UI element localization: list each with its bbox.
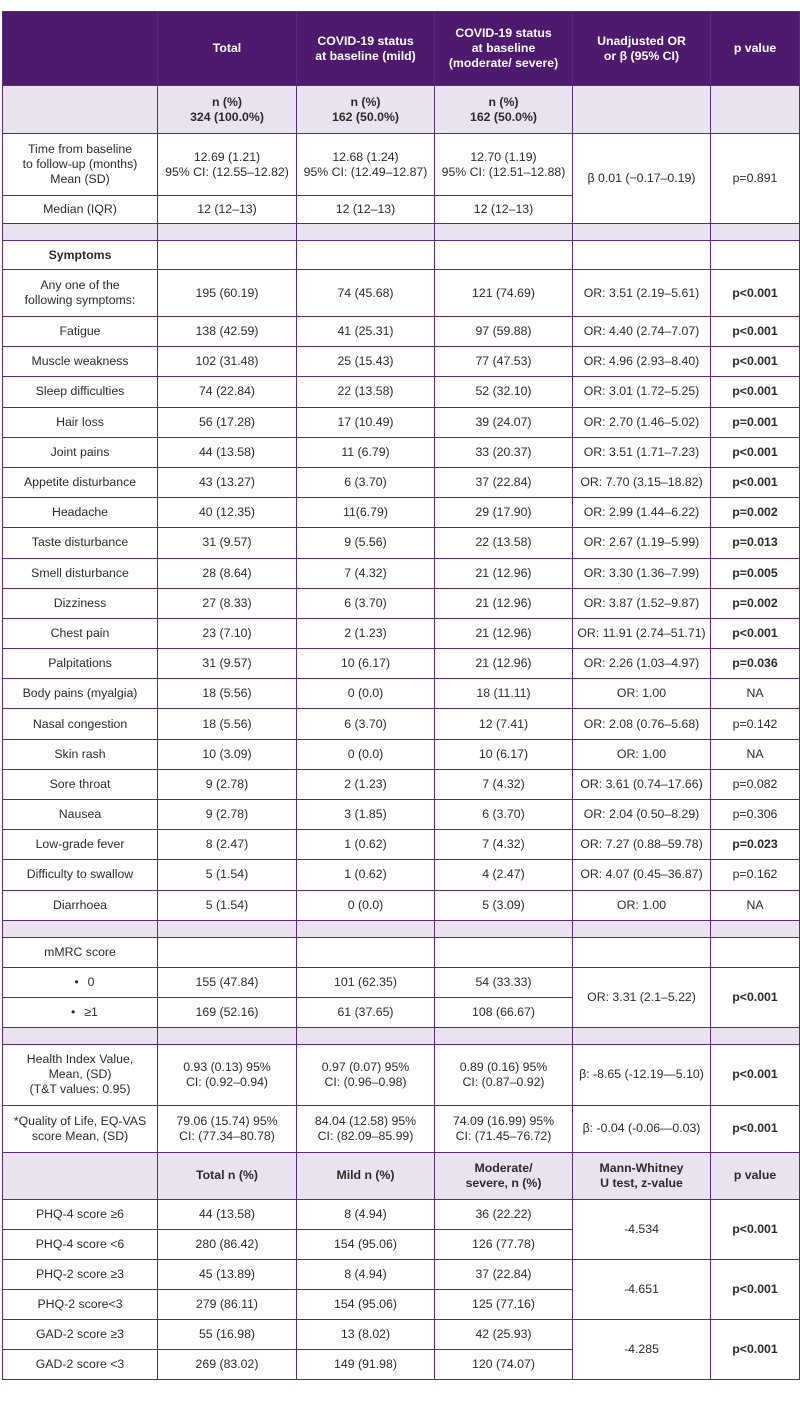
table-cell: 36 (22.22): [435, 1199, 573, 1229]
table-cell: 77 (47.53): [435, 347, 573, 377]
table-cell: 37 (22.84): [435, 1259, 573, 1289]
p-value-cell: p<0.001: [711, 1105, 800, 1152]
table-cell: 280 (86.42): [158, 1229, 297, 1259]
table-cell: 54 (33.33): [435, 967, 573, 997]
mmrc-label-cell: [3, 997, 158, 1027]
spacer-cell: [435, 920, 573, 937]
table-cell: 120 (74.07): [435, 1349, 573, 1379]
symptom-row: [3, 649, 800, 679]
symptom-row: [3, 347, 800, 377]
column-header: COVID-19 status at baseline (moderate/ severe): [435, 12, 573, 86]
table-cell: OR: 2.67 (1.19–5.99): [573, 528, 711, 558]
table-cell: 44 (13.58): [158, 1199, 297, 1229]
table-cell: OR: 3.30 (1.36–7.99): [573, 558, 711, 588]
table-cell: 45 (13.89): [158, 1259, 297, 1289]
spacer-cell: [158, 920, 297, 937]
table-cell: [573, 937, 711, 967]
table-cell: 6 (3.70): [435, 800, 573, 830]
table-cell: 149 (91.98): [297, 1349, 435, 1379]
p-value-cell: p<0.001: [711, 1319, 800, 1379]
p-value-cell: p<0.001: [711, 270, 800, 317]
table-cell: 10 (6.17): [297, 649, 435, 679]
table-cell: OR: 1.00: [573, 890, 711, 920]
score-row: [3, 1319, 800, 1349]
table-cell: 56 (17.28): [158, 407, 297, 437]
table-cell: 6 (3.70): [297, 709, 435, 739]
table-cell: Body pains (myalgia): [3, 679, 158, 709]
p-value-cell: p=0.162: [711, 860, 800, 890]
symptom-row: [3, 558, 800, 588]
table-cell: 12 (12–13): [297, 196, 435, 224]
table-cell: Low-grade fever: [3, 830, 158, 860]
p-value-cell: NA: [711, 739, 800, 769]
p-value-cell: p=0.002: [711, 588, 800, 618]
table-cell: 55 (16.98): [158, 1319, 297, 1349]
column-header: COVID-19 status at baseline (mild): [297, 12, 435, 86]
table-cell: 25 (15.43): [297, 347, 435, 377]
symptom-row: [3, 377, 800, 407]
spacer-row: [3, 1027, 800, 1044]
column-header: [3, 12, 158, 86]
table-cell: [297, 937, 435, 967]
p-value-cell: p=0.142: [711, 709, 800, 739]
table-cell: 74 (22.84): [158, 377, 297, 407]
table-cell: 0.97 (0.07) 95% CI: (0.96–0.98): [297, 1044, 435, 1105]
symptom-row: [3, 467, 800, 497]
spacer-cell: [573, 920, 711, 937]
table-cell: 22 (13.58): [435, 528, 573, 558]
table-cell: 31 (9.57): [158, 649, 297, 679]
table-cell: 0 (0.0): [297, 890, 435, 920]
or-cell: β 0.01 (−0.17–0.19): [573, 134, 711, 224]
table-cell: 154 (95.06): [297, 1229, 435, 1259]
table-cell: Dizziness: [3, 588, 158, 618]
column-header: Moderate/ severe, n (%): [435, 1152, 573, 1199]
p-value-cell: p<0.001: [711, 467, 800, 497]
symptom-row: [3, 679, 800, 709]
symptom-row: [3, 270, 800, 317]
table-cell: Diarrhoea: [3, 890, 158, 920]
results-table: [2, 11, 800, 1380]
z-value-cell: -4.285: [573, 1319, 711, 1379]
table-cell: PHQ-4 score ≥6: [3, 1199, 158, 1229]
subheader-cell: [3, 86, 158, 134]
health-row: [3, 1044, 800, 1105]
spacer-cell: [297, 920, 435, 937]
table-cell: 9 (2.78): [158, 800, 297, 830]
table-cell: PHQ-2 score<3: [3, 1289, 158, 1319]
table-cell: 9 (5.56): [297, 528, 435, 558]
table-cell: 33 (20.37): [435, 437, 573, 467]
table-cell: [158, 937, 297, 967]
table-cell: Palpitations: [3, 649, 158, 679]
table-cell: 2 (1.23): [297, 769, 435, 799]
table-cell: 1 (0.62): [297, 830, 435, 860]
table-cell: 21 (12.96): [435, 649, 573, 679]
table-cell: 7 (4.32): [297, 558, 435, 588]
table-cell: 155 (47.84): [158, 967, 297, 997]
table-cell: [158, 241, 297, 270]
symptom-row: [3, 769, 800, 799]
table-cell: 27 (8.33): [158, 588, 297, 618]
bullet-icon: •: [71, 1004, 76, 1019]
table-cell: 169 (52.16): [158, 997, 297, 1027]
table-cell: 9 (2.78): [158, 769, 297, 799]
p-value-cell: p=0.002: [711, 498, 800, 528]
table-cell: GAD-2 score ≥3: [3, 1319, 158, 1349]
table-cell: 39 (24.07): [435, 407, 573, 437]
table-cell: OR: 7.27 (0.88–59.78): [573, 830, 711, 860]
table-cell: 7 (4.32): [435, 769, 573, 799]
table-cell: 6 (3.70): [297, 467, 435, 497]
mmrc-level: ≥1: [84, 1004, 98, 1019]
table-cell: 28 (8.64): [158, 558, 297, 588]
table-cell: 79.06 (15.74) 95% CI: (77.34–80.78): [158, 1105, 297, 1152]
table-cell: [711, 937, 800, 967]
table-cell: 97 (59.88): [435, 317, 573, 347]
table-cell: 6 (3.70): [297, 588, 435, 618]
spacer-cell: [711, 1027, 800, 1044]
table-cell: 3 (1.85): [297, 800, 435, 830]
table-cell: 11(6.79): [297, 498, 435, 528]
p-value-cell: p<0.001: [711, 347, 800, 377]
spacer-cell: [297, 1027, 435, 1044]
bullet-icon: •: [74, 974, 79, 989]
table-cell: 44 (13.58): [158, 437, 297, 467]
table-cell: OR: 4.96 (2.93–8.40): [573, 347, 711, 377]
table-cell: 12.70 (1.19) 95% CI: (12.51–12.88): [435, 134, 573, 196]
table-cell: 7 (4.32): [435, 830, 573, 860]
table-cell: OR: 7.70 (3.15–18.82): [573, 467, 711, 497]
table-cell: OR: 2.26 (1.03–4.97): [573, 649, 711, 679]
table-cell: 0.93 (0.13) 95% CI: (0.92–0.94): [158, 1044, 297, 1105]
table-cell: OR: 3.51 (1.71–7.23): [573, 437, 711, 467]
table-cell: 12 (7.41): [435, 709, 573, 739]
table-cell: Skin rash: [3, 739, 158, 769]
table-cell: 0 (0.0): [297, 739, 435, 769]
table-cell: 12 (12–13): [158, 196, 297, 224]
p-value-cell: p=0.082: [711, 769, 800, 799]
table-cell: 61 (37.65): [297, 997, 435, 1027]
spacer-cell: [158, 1027, 297, 1044]
spacer-cell: [3, 1027, 158, 1044]
table-cell: 22 (13.58): [297, 377, 435, 407]
spacer-cell: [435, 224, 573, 241]
table-cell: 18 (11.11): [435, 679, 573, 709]
table-cell: 154 (95.06): [297, 1289, 435, 1319]
table-cell: [435, 241, 573, 270]
column-header: Total: [158, 12, 297, 86]
table-cell: 10 (6.17): [435, 739, 573, 769]
table-cell: 84.04 (12.58) 95% CI: (82.09–85.99): [297, 1105, 435, 1152]
subheader-cell: [711, 86, 800, 134]
spacer-cell: [711, 224, 800, 241]
spacer-cell: [711, 920, 800, 937]
table-cell: 43 (13.27): [158, 467, 297, 497]
p-value-cell: p<0.001: [711, 1259, 800, 1319]
table-cell: Median (IQR): [3, 196, 158, 224]
column-header: [3, 1152, 158, 1199]
symptom-row: [3, 437, 800, 467]
section-label: Symptoms: [3, 241, 158, 270]
table-cell: [435, 937, 573, 967]
table-cell: OR: 2.99 (1.44–6.22): [573, 498, 711, 528]
table-cell: 2 (1.23): [297, 618, 435, 648]
table-cell: 74 (45.68): [297, 270, 435, 317]
spacer-cell: [3, 920, 158, 937]
symptom-row: [3, 407, 800, 437]
table-cell: β: -0.04 (-0.06—0.03): [573, 1105, 711, 1152]
section-label: mMRC score: [3, 937, 158, 967]
symptom-row: [3, 498, 800, 528]
table-cell: 21 (12.96): [435, 558, 573, 588]
table-cell: Smell disturbance: [3, 558, 158, 588]
score-row: [3, 1199, 800, 1229]
table-cell: GAD-2 score <3: [3, 1349, 158, 1379]
table-cell: 195 (60.19): [158, 270, 297, 317]
table-cell: 74.09 (16.99) 95% CI: (71.45–76.72): [435, 1105, 573, 1152]
table-cell: Appetite disturbance: [3, 467, 158, 497]
table-cell: OR: 3.51 (2.19–5.61): [573, 270, 711, 317]
table-cell: 8 (2.47): [158, 830, 297, 860]
column-header: Unadjusted OR or β (95% CI): [573, 12, 711, 86]
table-cell: 18 (5.56): [158, 679, 297, 709]
table-cell: 12.68 (1.24) 95% CI: (12.49–12.87): [297, 134, 435, 196]
table-cell: Time from baseline to follow-up (months) Mean (SD): [3, 134, 158, 196]
symptom-row: [3, 800, 800, 830]
table-cell: [711, 241, 800, 270]
table-cell: Sleep difficulties: [3, 377, 158, 407]
p-value-cell: p=0.036: [711, 649, 800, 679]
p-value-cell: NA: [711, 679, 800, 709]
table-cell: [297, 241, 435, 270]
p-value-cell: p<0.001: [711, 437, 800, 467]
spacer-cell: [573, 1027, 711, 1044]
symptom-row: [3, 528, 800, 558]
table-cell: Nausea: [3, 800, 158, 830]
table-cell: 5 (1.54): [158, 890, 297, 920]
table-cell: 12.69 (1.21) 95% CI: (12.55–12.82): [158, 134, 297, 196]
table-cell: OR: 2.04 (0.50–8.29): [573, 800, 711, 830]
symptom-row: [3, 860, 800, 890]
p-value-cell: NA: [711, 890, 800, 920]
p-value-cell: p=0.306: [711, 800, 800, 830]
table-cell: 21 (12.96): [435, 618, 573, 648]
p-value-cell: p<0.001: [711, 377, 800, 407]
table-cell: OR: 3.87 (1.52–9.87): [573, 588, 711, 618]
p-value-cell: p=0.023: [711, 830, 800, 860]
symptom-row: [3, 588, 800, 618]
spacer-cell: [435, 1027, 573, 1044]
table-cell: 5 (1.54): [158, 860, 297, 890]
p-value-cell: p=0.001: [711, 407, 800, 437]
table-cell: 42 (25.93): [435, 1319, 573, 1349]
subheader-cell: n (%) 162 (50.0%): [297, 86, 435, 134]
table-cell: *Quality of Life, EQ-VAS score Mean, (SD): [3, 1105, 158, 1152]
mmrc-level: 0: [87, 974, 95, 989]
table-cell: 279 (86.11): [158, 1289, 297, 1319]
table-cell: 11 (6.79): [297, 437, 435, 467]
subheader2-row: [3, 1152, 800, 1199]
p-value-cell: p=0.013: [711, 528, 800, 558]
column-header: Mild n (%): [297, 1152, 435, 1199]
table-cell: 269 (83.02): [158, 1349, 297, 1379]
table-cell: OR: 4.40 (2.74–7.07): [573, 317, 711, 347]
table-cell: 21 (12.96): [435, 588, 573, 618]
table-cell: OR: 2.08 (0.76–5.68): [573, 709, 711, 739]
table-cell: Difficulty to swallow: [3, 860, 158, 890]
table-cell: Headache: [3, 498, 158, 528]
p-value-cell: p<0.001: [711, 618, 800, 648]
table-cell: 101 (62.35): [297, 967, 435, 997]
column-header: Mann-Whitney U test, z-value: [573, 1152, 711, 1199]
header-row: [3, 12, 800, 86]
table-cell: Hair loss: [3, 407, 158, 437]
table-cell: 13 (8.02): [297, 1319, 435, 1349]
subheader-cell: [573, 86, 711, 134]
table-cell: 126 (77.78): [435, 1229, 573, 1259]
section-row: [3, 937, 800, 967]
table-cell: OR: 3.01 (1.72–5.25): [573, 377, 711, 407]
table-cell: Joint pains: [3, 437, 158, 467]
spacer-cell: [3, 224, 158, 241]
time-mean-row: [3, 134, 800, 196]
table-cell: 18 (5.56): [158, 709, 297, 739]
table-cell: Nasal congestion: [3, 709, 158, 739]
p-value-cell: p<0.001: [711, 1199, 800, 1259]
table-cell: OR: 2.70 (1.46–5.02): [573, 407, 711, 437]
table-cell: 5 (3.09): [435, 890, 573, 920]
table-cell: 41 (25.31): [297, 317, 435, 347]
p-value-cell: p<0.001: [711, 967, 800, 1027]
table-cell: 40 (12.35): [158, 498, 297, 528]
table-cell: 23 (7.10): [158, 618, 297, 648]
z-value-cell: -4.534: [573, 1199, 711, 1259]
p-value-cell: p<0.001: [711, 317, 800, 347]
health-row: [3, 1105, 800, 1152]
table-cell: Fatigue: [3, 317, 158, 347]
table-cell: [573, 241, 711, 270]
table-cell: 125 (77.16): [435, 1289, 573, 1319]
table-cell: 1 (0.62): [297, 860, 435, 890]
spacer-cell: [573, 224, 711, 241]
column-header: p value: [711, 12, 800, 86]
symptom-row: [3, 709, 800, 739]
table-cell: 8 (4.94): [297, 1259, 435, 1289]
table-cell: OR: 11.91 (2.74–51.71): [573, 618, 711, 648]
section-row: [3, 241, 800, 270]
subheader-cell: n (%) 162 (50.0%): [435, 86, 573, 134]
column-header: p value: [711, 1152, 800, 1199]
mmrc-label-cell: [3, 967, 158, 997]
spacer-row: [3, 920, 800, 937]
table-cell: 17 (10.49): [297, 407, 435, 437]
table-cell: 138 (42.59): [158, 317, 297, 347]
table-cell: OR: 3.61 (0.74–17.66): [573, 769, 711, 799]
symptom-row: [3, 830, 800, 860]
spacer-row: [3, 224, 800, 241]
p-value-cell: p=0.005: [711, 558, 800, 588]
spacer-cell: [297, 224, 435, 241]
or-cell: OR: 3.31 (2.1–5.22): [573, 967, 711, 1027]
table-cell: 52 (32.10): [435, 377, 573, 407]
table-cell: 108 (66.67): [435, 997, 573, 1027]
p-value-cell: p<0.001: [711, 1044, 800, 1105]
table-cell: OR: 4.07 (0.45–36.87): [573, 860, 711, 890]
symptom-row: [3, 618, 800, 648]
table-cell: Any one of the following symptoms:: [3, 270, 158, 317]
table-cell: Muscle weakness: [3, 347, 158, 377]
z-value-cell: -4.651: [573, 1259, 711, 1319]
table-cell: PHQ-2 score ≥3: [3, 1259, 158, 1289]
spacer-cell: [158, 224, 297, 241]
table-cell: 8 (4.94): [297, 1199, 435, 1229]
table-cell: 121 (74.69): [435, 270, 573, 317]
table-cell: OR: 1.00: [573, 739, 711, 769]
table-cell: Health Index Value, Mean, (SD) (T&T values: 0.95): [3, 1044, 158, 1105]
column-header: Total n (%): [158, 1152, 297, 1199]
symptom-row: [3, 317, 800, 347]
table-cell: 0.89 (0.16) 95% CI: (0.87–0.92): [435, 1044, 573, 1105]
table-cell: PHQ-4 score <6: [3, 1229, 158, 1259]
symptom-row: [3, 739, 800, 769]
p-value-cell: p=0.891: [711, 134, 800, 224]
table-cell: Taste disturbance: [3, 528, 158, 558]
symptom-row: [3, 890, 800, 920]
table-cell: 29 (17.90): [435, 498, 573, 528]
table-cell: 31 (9.57): [158, 528, 297, 558]
mmrc-row: [3, 967, 800, 997]
table-cell: Chest pain: [3, 618, 158, 648]
table-cell: 4 (2.47): [435, 860, 573, 890]
table-cell: 0 (0.0): [297, 679, 435, 709]
table-cell: Sore throat: [3, 769, 158, 799]
table-cell: 102 (31.48): [158, 347, 297, 377]
table-cell: 12 (12–13): [435, 196, 573, 224]
subheader-row: [3, 86, 800, 134]
score-row: [3, 1259, 800, 1289]
table-cell: OR: 1.00: [573, 679, 711, 709]
table-cell: 10 (3.09): [158, 739, 297, 769]
table-cell: 37 (22.84): [435, 467, 573, 497]
subheader-cell: n (%) 324 (100.0%): [158, 86, 297, 134]
table-cell: β: -8.65 (-12.19—5.10): [573, 1044, 711, 1105]
